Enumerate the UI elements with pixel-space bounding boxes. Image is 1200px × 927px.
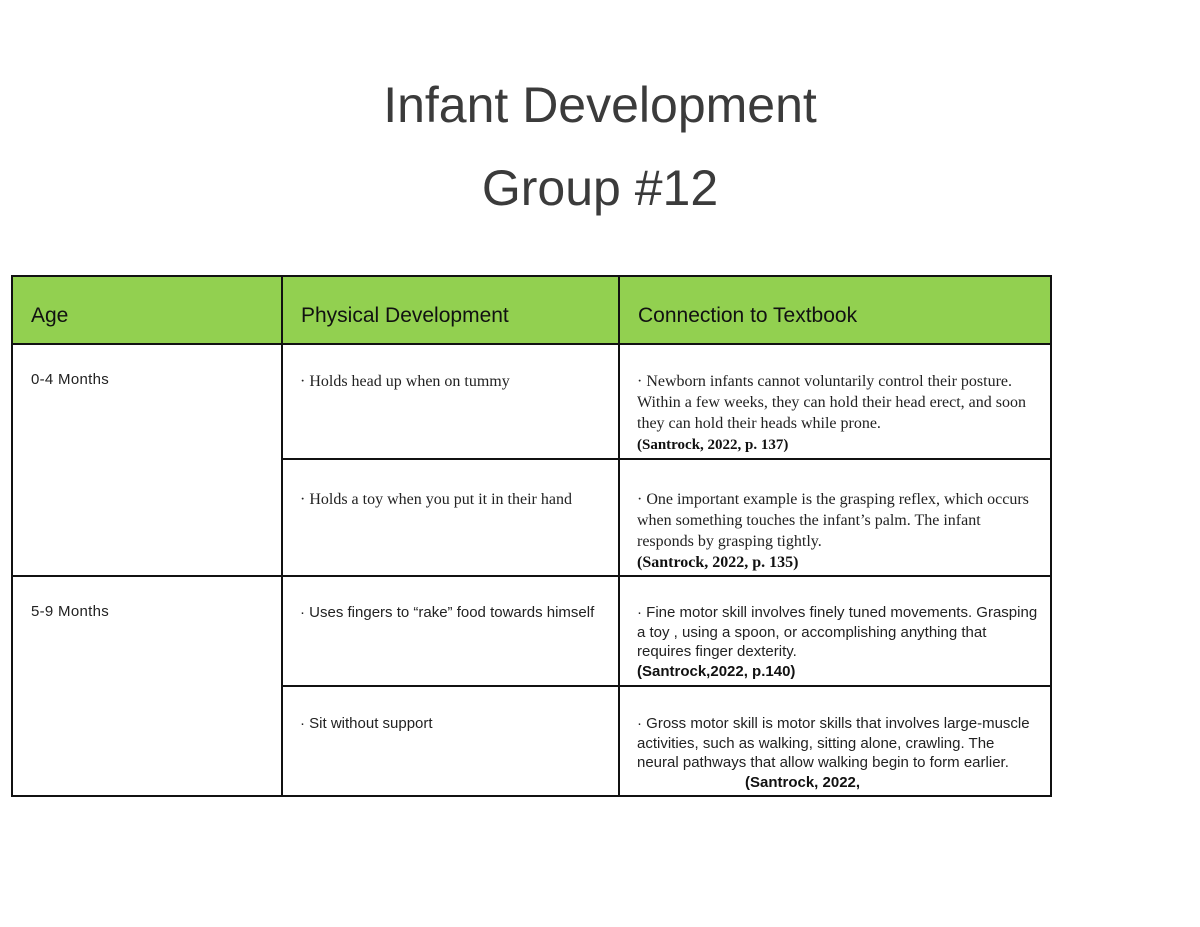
connection-cell — [619, 344, 1051, 459]
physical-text: · Holds a toy when you put it in their hand — [300, 491, 572, 508]
header-physical-development: Physical Development — [282, 276, 619, 344]
table-row — [12, 576, 1051, 686]
development-table — [11, 275, 1052, 797]
age-cell-0-4 — [12, 344, 282, 576]
connection-cell — [619, 459, 1051, 576]
table-header-row — [12, 276, 1051, 344]
connection-text: · Newborn infants cannot voluntarily control their posture. Within a few weeks, they can hold their head erect, and soon they can hold their heads while prone. — [637, 373, 1026, 432]
citation: (Santrock, 2022, p. 135) — [637, 554, 799, 571]
age-label: 0-4 Months — [31, 371, 110, 388]
citation: (Santrock, 2022, — [745, 773, 861, 791]
physical-text: · Sit without support — [300, 715, 433, 732]
physical-cell — [282, 576, 619, 686]
physical-text: · Holds head up when on tummy — [300, 373, 510, 390]
connection-text: · Fine motor skill involves finely tuned movements. Grasping a toy , using a spoon, or accomplishing anything that requires finger dexterity. — [637, 604, 1038, 660]
age-cell-5-9 — [12, 576, 282, 796]
physical-cell — [282, 459, 619, 576]
physical-cell — [282, 686, 619, 796]
table-row — [12, 344, 1051, 459]
citation: (Santrock,2022, p.140) — [637, 662, 796, 680]
citation: (Santrock, 2022, p. 137) — [637, 437, 789, 453]
connection-text: · One important example is the grasping reflex, which occurs when something touches the infant’s palm. The infant responds by grasping tightly. — [637, 491, 1029, 550]
connection-text: · Gross motor skill is motor skills that involves large-muscle activities, such as walking, sitting alone, crawling. The neural pathways that allow walking begin to form earlier. — [637, 715, 1030, 771]
connection-cell — [619, 576, 1051, 686]
connection-cell — [619, 686, 1051, 796]
header-age: Age — [12, 276, 282, 344]
group-subtitle: Group #12 — [481, 160, 719, 216]
physical-cell — [282, 344, 619, 459]
age-label: 5-9 Months — [31, 603, 110, 620]
header-connection-to-textbook: Connection to Textbook — [619, 276, 1051, 344]
physical-text: · Uses fingers to “rake” food towards himself — [300, 604, 595, 621]
document-title: Infant Development — [383, 77, 817, 133]
